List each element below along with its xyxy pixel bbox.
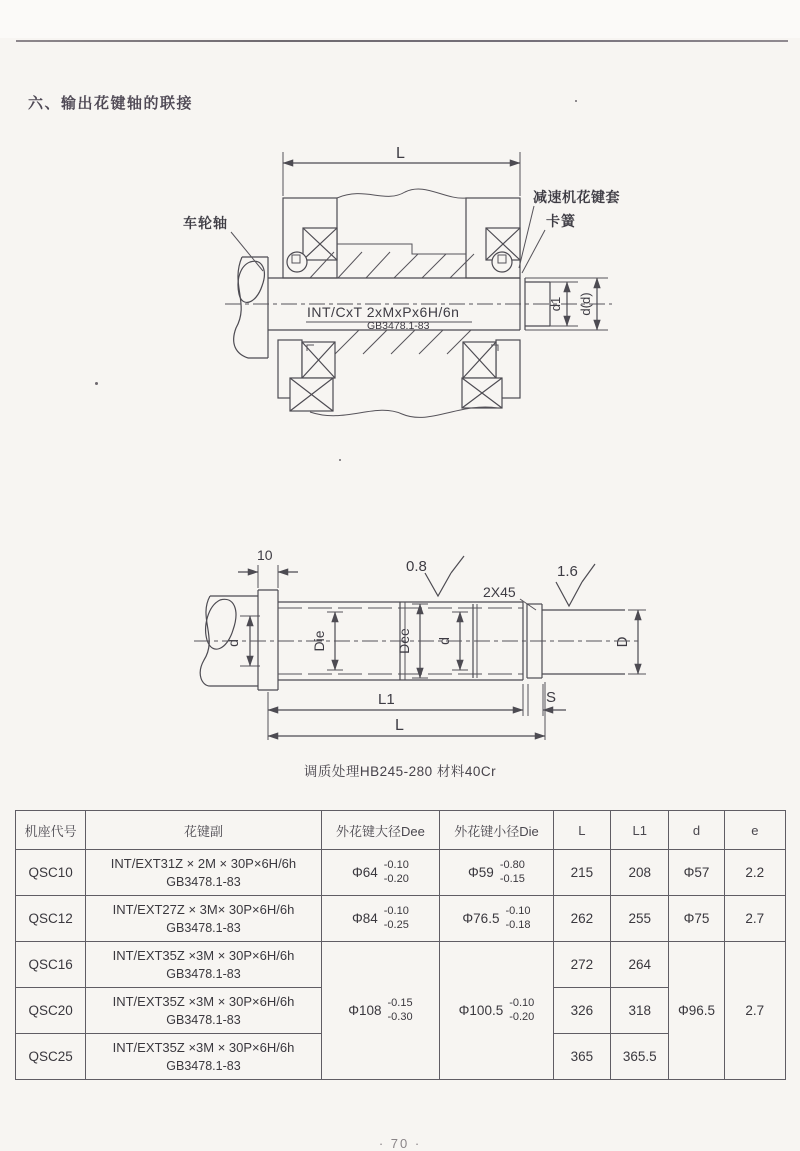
die-tolerance: [505, 905, 530, 933]
cell-spline: [86, 942, 321, 988]
dim-Dee-label: Dee: [396, 628, 412, 654]
die-tolerance: [500, 859, 525, 887]
assembly-drawing: [130, 140, 630, 440]
spline-designation: INT/EXT31Z × 2M × 30P×6H/6h: [110, 855, 297, 871]
cell-code: QSC16: [16, 942, 86, 988]
spline-standard: GB3478.1-83: [166, 966, 241, 981]
tol-lower: -0.15: [499, 872, 525, 885]
spline-standard: GB3478.1-83: [166, 874, 241, 889]
page-number: · 70 ·: [378, 1136, 422, 1151]
shaft-marking-text: INT/CxT 2xMxPx6H/6n: [307, 304, 460, 320]
spline-standard: GB3478.1-83: [166, 1012, 241, 1027]
cell-code: QSC10: [16, 850, 86, 896]
upper-bearing-right: [466, 198, 520, 278]
tol-lower: -0.30: [387, 1010, 413, 1023]
wheel-axle-label: 车轮轴: [183, 215, 228, 231]
cell-spline: [86, 1034, 321, 1080]
scan-speck: [339, 459, 341, 461]
dim-Die-label: Die: [311, 630, 327, 652]
cell-L: 326: [553, 988, 610, 1034]
cell-e-merged: 2.7: [724, 942, 785, 1080]
cell-L1: 318: [611, 988, 669, 1034]
cell-d: Φ57: [669, 850, 724, 896]
cell-L: 215: [553, 850, 610, 896]
dee-tolerance: [384, 905, 409, 933]
cell-code: QSC12: [16, 896, 86, 942]
tol-lower: -0.20: [509, 1010, 535, 1023]
scan-speck: [95, 382, 98, 385]
dim-L-label: L: [396, 145, 405, 162]
cell-d-merged: Φ96.5: [669, 942, 724, 1080]
lower-break-line: [310, 407, 498, 417]
cell-code: QSC20: [16, 988, 86, 1034]
cell-code: QSC25: [16, 1034, 86, 1080]
circlip-label: 卡簧: [546, 213, 576, 229]
dim-d1-label: d1: [548, 296, 563, 312]
cell-dee: [321, 850, 440, 896]
roughness-16-label: 1.6: [557, 563, 578, 580]
table-row: [16, 850, 786, 896]
cell-die-merged: [440, 942, 554, 1080]
tol-lower: -0.18: [505, 918, 531, 931]
spline-spec-table: [15, 810, 786, 1080]
scan-speck: [575, 100, 577, 102]
tol-upper: -0.10: [383, 858, 409, 871]
dee-value: Φ64: [351, 865, 378, 880]
cell-e: 2.2: [724, 850, 785, 896]
lower-bearing-left: [278, 340, 335, 411]
spline-sleeve-label: 减速机花键套: [533, 189, 620, 205]
cell-L1: 255: [611, 896, 669, 942]
roughness-08-icon: [425, 556, 464, 596]
tol-lower: -0.20: [383, 872, 409, 885]
dim-10-label: 10: [257, 547, 273, 563]
dim-d-mid-label: d: [436, 637, 452, 645]
header-dee: 外花键大径Dee: [321, 811, 440, 850]
scan-edge-line: [16, 40, 788, 42]
shaft-standard-text: GB3478.1-83: [367, 320, 430, 332]
dee-value: Φ84: [351, 911, 378, 926]
cell-L1: 208: [611, 850, 669, 896]
header-die: 外花键小径Die: [440, 811, 554, 850]
roughness-08-label: 0.8: [406, 558, 427, 575]
cell-spline: [86, 896, 321, 942]
dim-d-left-label: d: [225, 639, 241, 647]
lower-bearing-right: [462, 340, 520, 408]
end-section: [542, 610, 625, 674]
dim-S-label: S: [546, 689, 557, 706]
tol-upper: -0.15: [387, 996, 413, 1009]
die-value: Φ100.5: [458, 1003, 504, 1018]
cell-d: Φ75: [669, 896, 724, 942]
page-top-margin: [0, 0, 800, 38]
tol-upper: -0.10: [509, 996, 535, 1009]
tol-upper: -0.10: [383, 904, 409, 917]
spline-standard: GB3478.1-83: [166, 920, 241, 935]
cell-spline: [86, 850, 321, 896]
die-tolerance: [509, 997, 534, 1025]
dim-D-label: D: [614, 636, 631, 648]
lower-sleeve-hatch: [335, 330, 471, 354]
table-row: [16, 896, 786, 942]
header-row: [16, 811, 786, 850]
dee-value: Φ108: [348, 1003, 382, 1018]
spline-designation: INT/EXT35Z ×3M × 30P×6H/6h: [112, 1039, 295, 1055]
cell-dee: [321, 896, 440, 942]
header-L1: L1: [611, 811, 669, 850]
tol-lower: -0.25: [383, 918, 409, 931]
cell-L1: 365.5: [611, 1034, 669, 1080]
upper-bearing-left: [283, 198, 337, 278]
cell-e: 2.7: [724, 896, 785, 942]
spline-shaft-drawing: [180, 540, 650, 775]
circlip-leader: [522, 230, 545, 273]
cell-die: [440, 896, 554, 942]
tol-upper: -0.10: [505, 904, 531, 917]
header-d: d: [669, 811, 724, 850]
cell-spline: [86, 988, 321, 1034]
dee-tolerance: [387, 997, 412, 1025]
dim-L-lines: [268, 682, 545, 740]
spline-designation: INT/EXT35Z ×3M × 30P×6H/6h: [112, 993, 295, 1009]
spline-designation: INT/EXT27Z × 3M× 30P×6H/6h: [112, 901, 295, 917]
cell-L1: 264: [611, 942, 669, 988]
cell-L: 262: [553, 896, 610, 942]
cell-die: [440, 850, 554, 896]
header-e: e: [724, 811, 785, 850]
cell-dee-merged: [321, 942, 440, 1080]
dim-L-label: L: [395, 717, 404, 734]
wheel-axle-leader: [231, 232, 263, 271]
dim-dd-label: d(d): [578, 292, 593, 316]
die-value: Φ76.5: [462, 911, 500, 926]
cell-L: 365: [553, 1034, 610, 1080]
upper-break-line: [337, 189, 466, 198]
table-row: [16, 942, 786, 988]
dee-tolerance: [384, 859, 409, 887]
chamfer-label: 2X45: [483, 584, 516, 600]
dim-L1-label: L1: [378, 691, 395, 708]
dim-10-lines: [238, 565, 298, 588]
spline-standard: GB3478.1-83: [166, 1058, 241, 1073]
spline-sleeve-leader: [519, 206, 534, 268]
cell-L: 272: [553, 942, 610, 988]
upper-step-profile: [337, 244, 466, 254]
shaft-collar: [258, 590, 278, 690]
spline-designation: INT/EXT35Z ×3M × 30P×6H/6h: [112, 947, 295, 963]
material-note: 调质处理HB245-280 材料40Cr: [303, 764, 497, 779]
die-value: Φ59: [468, 865, 494, 880]
header-code: 机座代号: [16, 811, 86, 850]
header-L: L: [553, 811, 610, 850]
tol-upper: -0.80: [499, 858, 525, 871]
page-title: 六、输出花键轴的联接: [28, 95, 194, 112]
header-spline: 花键副: [86, 811, 321, 850]
